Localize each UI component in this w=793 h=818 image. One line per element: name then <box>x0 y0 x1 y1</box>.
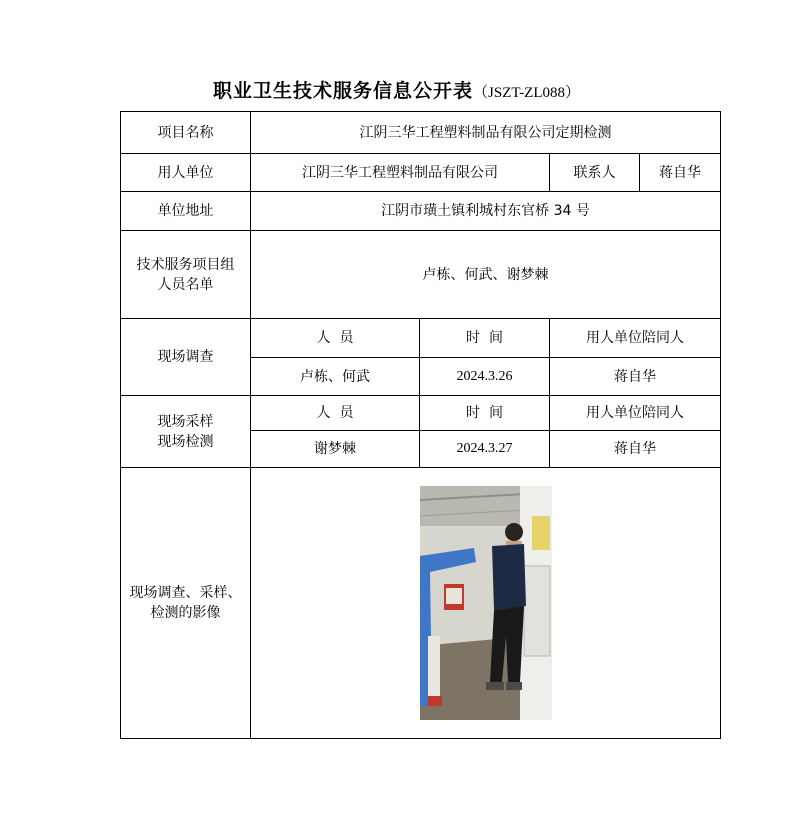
sampling-col-personnel: 人 员 <box>251 396 420 431</box>
address-value: 江阴市璜土镇利城村东官桥 34 号 <box>251 192 721 231</box>
photo-machine-label <box>532 516 550 550</box>
team-label-line2: 人员名单 <box>157 276 214 293</box>
site-photo <box>420 486 552 720</box>
survey-personnel: 卢栋、何武 <box>251 358 420 396</box>
sampling-escort: 蒋自华 <box>550 431 721 468</box>
photo-red-cart-inner <box>446 588 462 604</box>
sampling-col-time: 时 间 <box>420 396 550 431</box>
title-main: 职业卫生技术服务信息公开表 <box>213 80 474 102</box>
sampling-label-line1: 现场采样 <box>157 413 214 430</box>
sampling-label-line2: 现场检测 <box>157 433 214 450</box>
project-name-label: 项目名称 <box>121 112 251 154</box>
images-label <box>121 468 251 739</box>
team-value: 卢栋、何武、谢梦棘 <box>251 231 721 319</box>
photo-white-pants <box>428 636 440 706</box>
contact-label: 联系人 <box>550 154 640 192</box>
address-label: 单位地址 <box>121 192 251 231</box>
sampling-time: 2024.3.27 <box>420 431 550 468</box>
row-sampling-header <box>121 396 721 431</box>
row-team <box>121 231 721 319</box>
photo-worker-shoe-left <box>486 682 504 690</box>
employer-value: 江阴三华工程塑料制品有限公司 <box>251 154 550 192</box>
team-label-line1: 技术服务项目组 <box>136 256 235 273</box>
row-images <box>121 468 721 739</box>
photo-ceiling <box>420 486 530 526</box>
images-label-line2: 检测的影像 <box>150 605 221 621</box>
row-project-name <box>121 112 721 154</box>
project-name-value: 江阴三华工程塑料制品有限公司定期检测 <box>251 112 721 154</box>
row-employer <box>121 154 721 192</box>
survey-col-personnel: 人 员 <box>251 319 420 358</box>
contact-value: 蒋自华 <box>640 154 721 192</box>
row-address <box>121 192 721 231</box>
photo-worker-shoe-right <box>506 682 522 690</box>
survey-time: 2024.3.26 <box>420 358 550 396</box>
survey-escort: 蒋自华 <box>550 358 721 396</box>
images-label-line1: 现场调查、采样、 <box>129 585 242 601</box>
sampling-label <box>121 396 251 468</box>
sampling-personnel: 谢梦棘 <box>251 431 420 468</box>
row-survey-header <box>121 319 721 358</box>
employer-label: 用人单位 <box>121 154 251 192</box>
team-label <box>121 231 251 319</box>
photo-worker-shirt <box>492 544 526 610</box>
photo-machine-panel <box>524 566 550 656</box>
survey-col-escort: 用人单位陪同人 <box>550 319 721 358</box>
photo-red-shoe <box>428 696 442 706</box>
sampling-col-escort: 用人单位陪同人 <box>550 396 721 431</box>
images-cell <box>251 468 721 739</box>
page-title <box>0 76 793 103</box>
info-table <box>120 111 721 739</box>
survey-label: 现场调查 <box>121 319 251 396</box>
title-code: （JSZT-ZL088） <box>473 85 580 101</box>
photo-worker-head <box>505 523 523 541</box>
survey-col-time: 时 间 <box>420 319 550 358</box>
